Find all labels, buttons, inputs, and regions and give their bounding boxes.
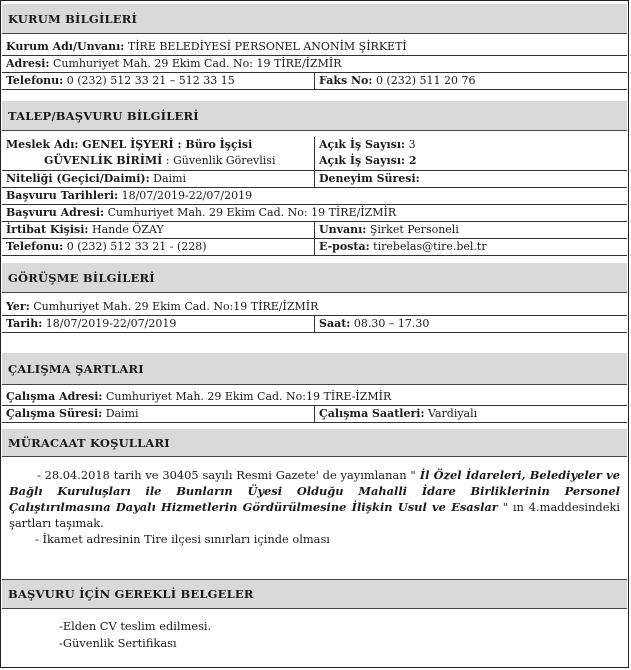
field-label: Telefonu: xyxy=(6,74,64,87)
field-value: Cumhuriyet Mah. 29 Ekim Cad. No: 19 TİRE/İZMİR xyxy=(52,57,342,70)
field-label: Açık İş Sayısı: xyxy=(319,138,406,151)
field-label: GÜVENLİK BİRİMİ xyxy=(44,154,163,167)
kurum-adres-row xyxy=(2,56,627,73)
field-label: Meslek Adı: GENEL İŞYERİ : Büro İşçisi xyxy=(6,138,253,151)
field-value: 0 (232) 512 33 21 – 512 33 15 xyxy=(66,74,235,87)
section-header-talep xyxy=(2,101,627,131)
field-label: E-posta: xyxy=(319,240,370,253)
field-label: Unvanı: xyxy=(319,223,367,236)
section-title: TALEP/BAŞVURU BİLGİLERİ xyxy=(8,108,199,123)
regulation-title: İl Özel İdareleri, Belediyeler ve Bağlı Kuruluşları ile Bunların Üyesi Olduğu Mahalli İdare Birliklerinin Personel Çalıştırılmasına Dayalı Hizmetlerin Gördürülmesine İlişkin Usul ve Esaslar xyxy=(9,468,620,514)
field-label: Başvuru Adresi: xyxy=(6,206,105,219)
field-value: Cumhuriyet Mah. 29 Ekim Cad. No:19 TİRE-İZMİR xyxy=(105,390,392,403)
talep-adres-row xyxy=(2,205,627,222)
field-value: Daimi xyxy=(105,407,139,420)
field-label: Kurum Adı/Unvanı: xyxy=(6,40,125,53)
field-value: 3 xyxy=(408,138,416,151)
field-label: Çalışma Adresi: xyxy=(6,390,103,403)
field-value: Cumhuriyet Mah. 29 Ekim Cad. No: 19 TİRE/İZMİR xyxy=(107,206,397,219)
field-value: tirebelas@tire.bel.tr xyxy=(373,240,487,253)
gorusme-yer-row xyxy=(2,299,627,316)
document-requirement: -Elden CV teslim edilmesi. xyxy=(59,619,212,633)
field-value: 08.30 – 17.30 xyxy=(353,317,430,330)
field-label: Adresi: xyxy=(6,57,50,70)
field-label: Açık İş Sayısı: 2 xyxy=(319,154,417,167)
field-label: Saat: xyxy=(319,317,351,330)
field-label: Deneyim Süresi: xyxy=(319,172,420,185)
calisma-sure-row xyxy=(2,406,627,423)
belge-item xyxy=(59,618,211,634)
gorusme-tarih-row xyxy=(2,316,627,333)
muracaat-paragraph xyxy=(9,467,620,531)
field-value: Vardiyalı xyxy=(428,407,478,420)
section-title: KURUM BİLGİLERİ xyxy=(8,11,138,26)
field-value: Daimi xyxy=(153,172,187,185)
field-label: Telefonu: xyxy=(6,240,64,253)
field-value: 18/07/2019-22/07/2019 xyxy=(121,189,253,202)
belge-item xyxy=(59,635,177,651)
muracaat-item xyxy=(35,531,330,547)
field-value: 0 (232) 512 33 21 - (228) xyxy=(66,240,207,253)
section-title: ÇALIŞMA ŞARTLARI xyxy=(8,361,144,376)
field-label: Çalışma Saatleri: xyxy=(319,407,425,420)
paragraph-text: " ın 4.maddesindeki şartları taşımak. xyxy=(9,500,620,530)
kurum-telefon-row xyxy=(2,73,627,90)
talep-nitelik-row xyxy=(2,171,627,188)
field-label: Çalışma Süresi: xyxy=(6,407,103,420)
talep-irtibat-row xyxy=(2,222,627,239)
section-title: BAŞVURU İÇİN GEREKLİ BELGELER xyxy=(8,587,254,601)
section-header-muracaat xyxy=(2,429,627,457)
field-value: Cumhuriyet Mah. 29 Ekim Cad. No:19 TİRE/İZMİR xyxy=(33,300,319,313)
kurum-ad-row xyxy=(2,39,627,56)
field-label: Tarih: xyxy=(6,317,43,330)
document-requirement: -Güvenlik Sertifikası xyxy=(59,636,177,650)
section-header-gorusme xyxy=(2,263,627,293)
section-header-calisma xyxy=(2,353,627,385)
talep-tarih-row xyxy=(2,188,627,205)
field-label: Başvuru Tarihleri: xyxy=(6,189,119,202)
field-label: Faks No: xyxy=(319,74,373,87)
field-value: 0 (232) 511 20 76 xyxy=(375,74,476,87)
field-label: İrtibat Kişisi: xyxy=(6,223,89,236)
section-header-kurum xyxy=(2,4,627,34)
calisma-adres-row xyxy=(2,389,627,406)
talep-telefon-row xyxy=(2,239,627,256)
section-header-belgeler xyxy=(2,579,627,609)
section-title: GÖRÜŞME BİLGİLERİ xyxy=(8,270,155,285)
field-value: Şirket Personeli xyxy=(369,223,459,236)
section-title: MÜRACAAT KOŞULLARI xyxy=(8,435,170,450)
field-value: : Güvenlik Görevlisi xyxy=(165,154,276,167)
condition-text: - İkamet adresinin Tire ilçesi sınırları içinde olması xyxy=(35,532,330,546)
paragraph-text: - 28.04.2018 tarih ve 30405 sayılı Resmi Gazete' de yayımlanan " xyxy=(37,468,416,482)
field-label: Yer: xyxy=(6,300,30,313)
field-value: 18/07/2019-22/07/2019 xyxy=(45,317,177,330)
field-label: Niteliği (Geçici/Daimi): xyxy=(6,172,150,185)
field-value: Hande ÖZAY xyxy=(91,223,164,236)
talep-meslek-row xyxy=(2,137,627,171)
field-value: TİRE BELEDİYESİ PERSONEL ANONİM ŞİRKETİ xyxy=(127,40,407,53)
